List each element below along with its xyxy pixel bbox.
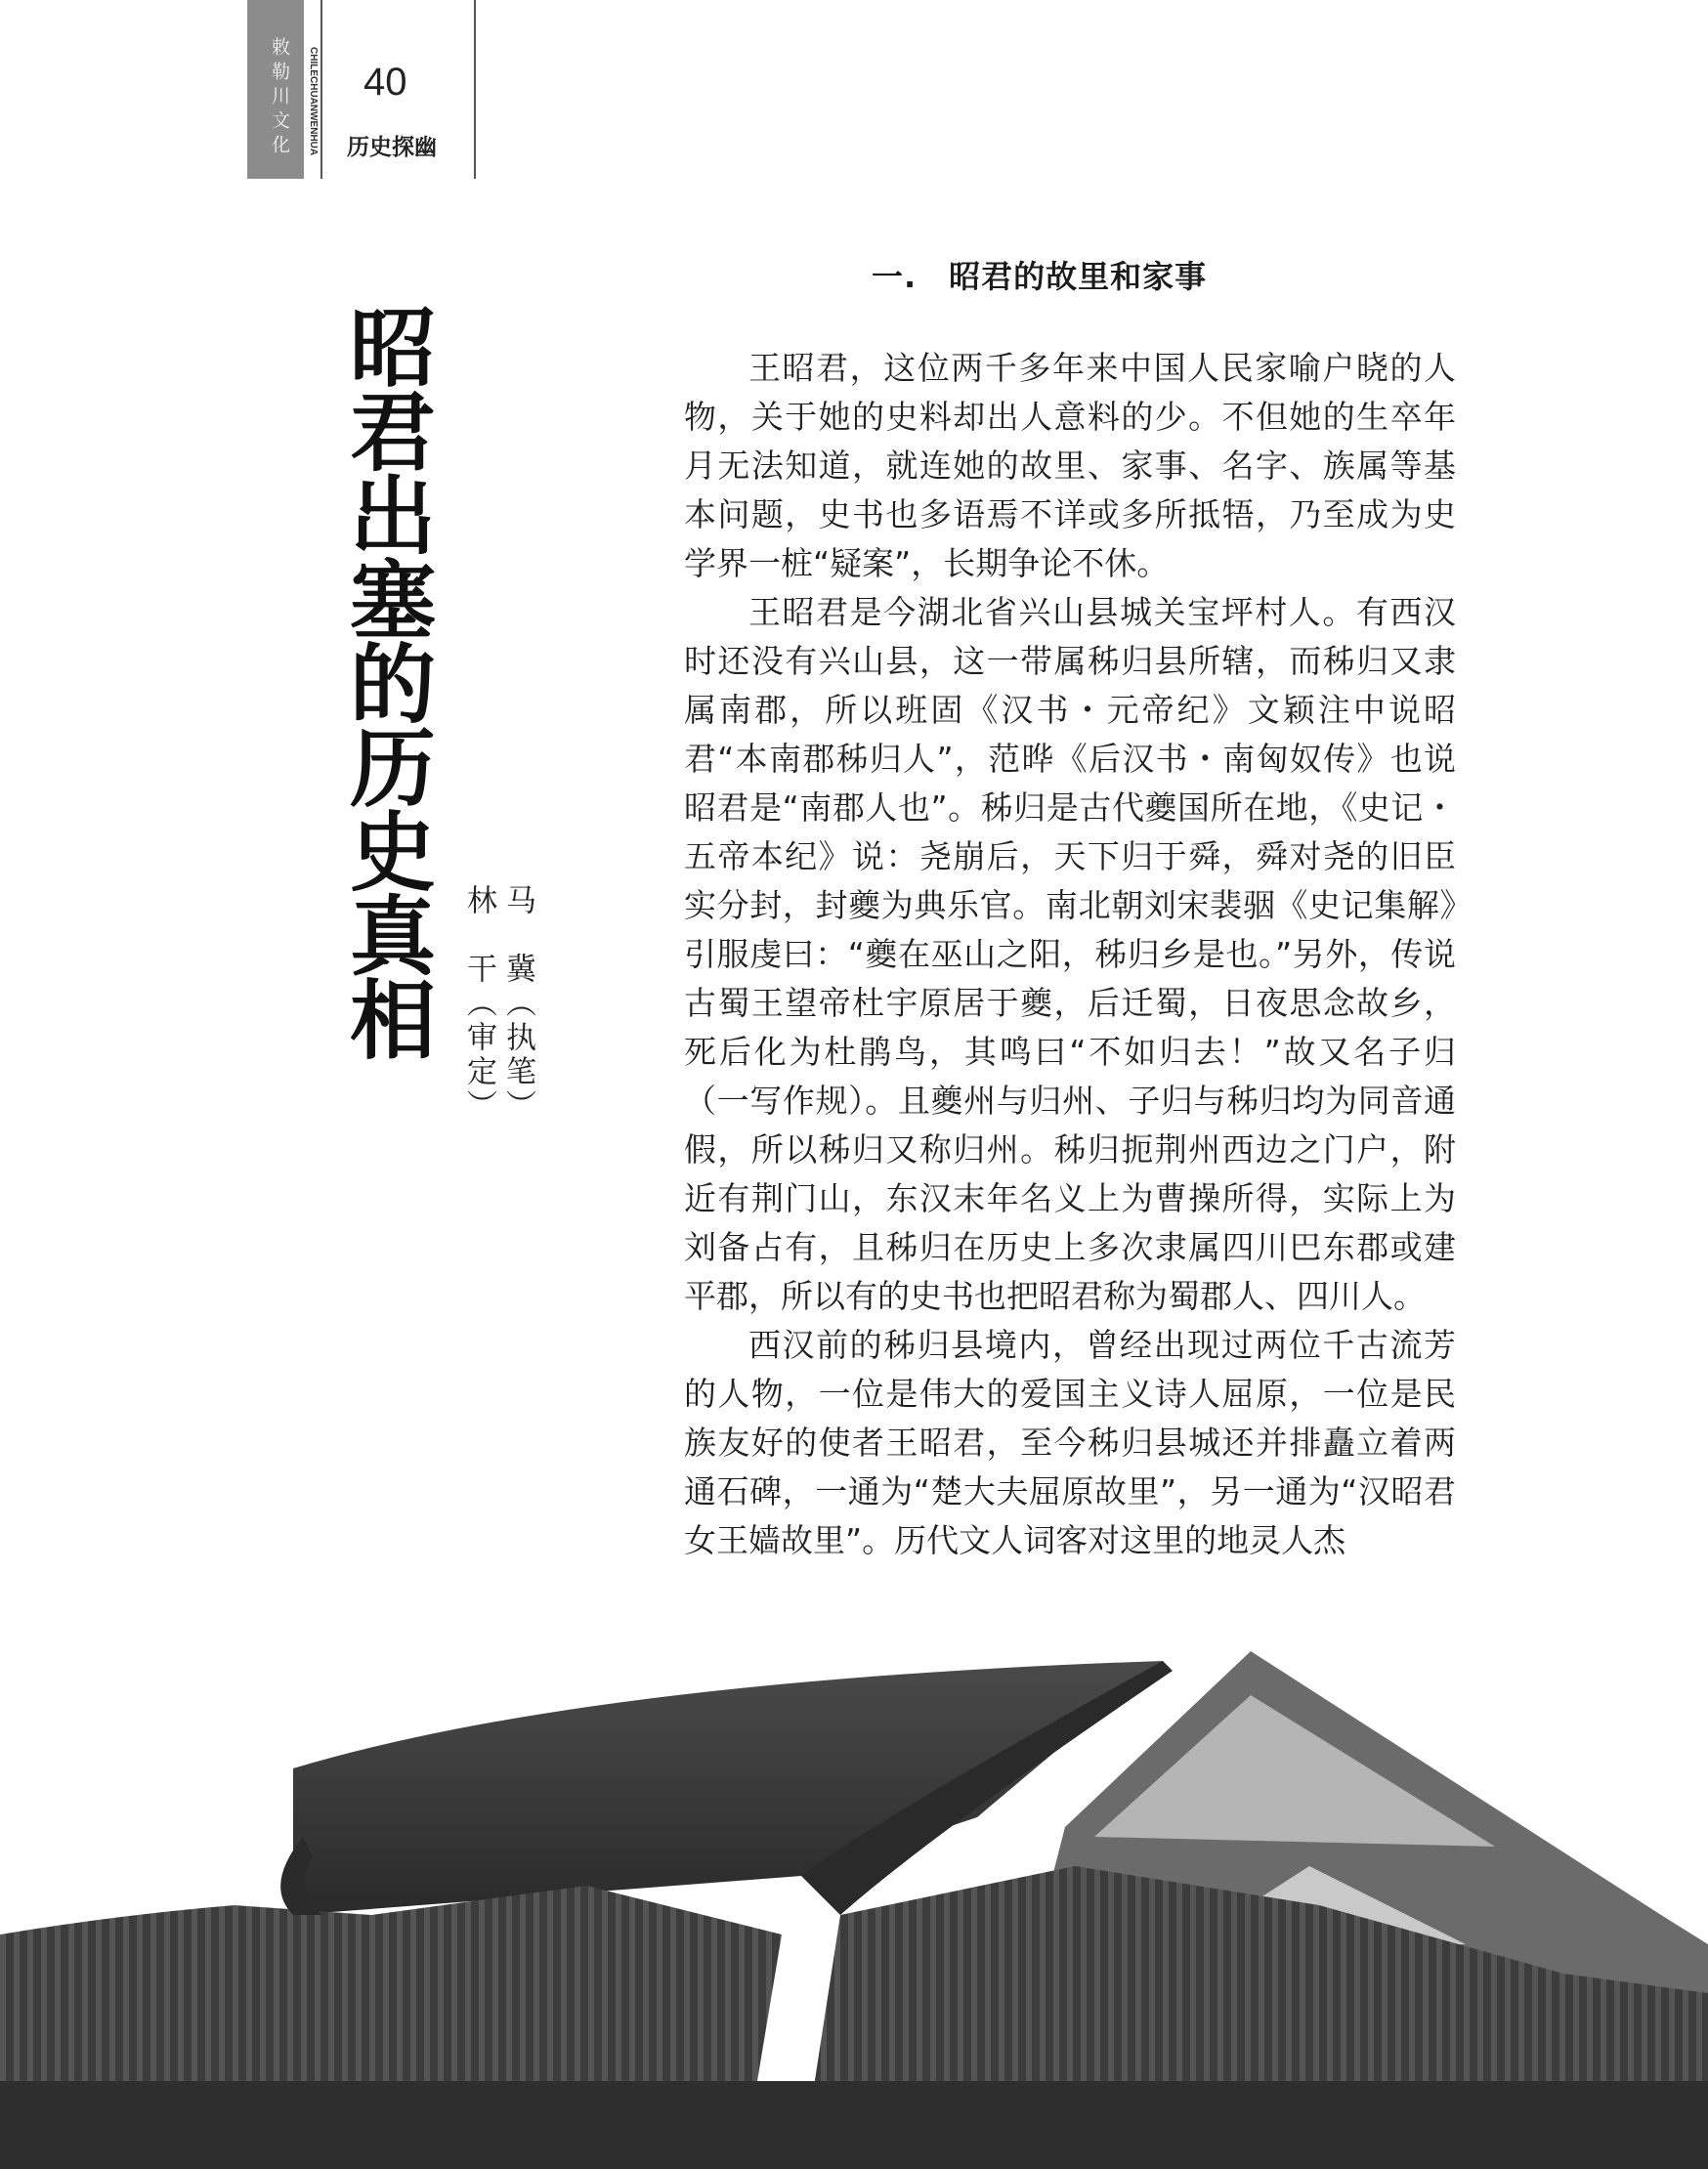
magazine-name-main: 敕勒川 xyxy=(269,37,290,110)
magazine-name xyxy=(260,37,293,159)
page-number: 40 xyxy=(363,61,407,104)
author-2: 林 干（审定） xyxy=(461,884,496,1124)
roof-base xyxy=(0,2081,1708,2169)
magazine-pinyin: CHILECHUANWENHUA xyxy=(308,47,319,156)
author-credits xyxy=(461,884,537,1412)
paragraph: 王昭君是今湖北省兴山县城关宝坪村人。有西汉时还没有兴山县，这一带属秭归县所辖，而秭归又隶属南郡，所以班固《汉书・元帝纪》文颖注中说昭君“本南郡秭归人”，范晔《后汉书・南匈奴传》也说昭君是“南郡人也”。秭归是古代夔国所在地，《史记・五帝本纪》说：尧崩后，天下归于舜，舜对尧的旧臣实分封，封夔为典乐官。南北朝刘宋裴骃《史记集解》引服虔曰：“夔在巫山之阳，秭归乡是也。”另外，传说古蜀王望帝杜宇原居于夔，后迁蜀，日夜思念故乡，死后化为杜鹃鸟，其鸣曰“不如归去！”故又名子归（一写作规）。且夔州与归州、子归与秭归均为同音通假，所以秭归又称归州。秭归扼荆州西边之门户，附近有荆门山，东汉末年名义上为曹操所得，实际上为刘备占有，且秭归在历史上多次隶属四川巴东郡或建平郡，所以有的史书也把昭君称为蜀郡人、四川人。 xyxy=(684,593,1456,1315)
paragraph: 西汉前的秭归县境内，曾经出现过两位千古流芳的人物，一位是伟大的爱国主义诗人屈原，一位是民族友好的使者王昭君，至今秭归县城还并排矗立着两通石碑，一通为“楚大夫屈原故里”，另一通为“汉昭君女王嫱故里”。历代文人词客对这里的地灵人杰 xyxy=(684,1326,1456,1559)
article-body xyxy=(684,344,1456,1565)
paragraph: 王昭君，这位两千多年来中国人民家喻户晓的人物，关于她的史料却出人意料的少。不但她的生卒年月无法知道，就连她的故里、家事、名字、族属等基本问题，史书也多语焉不详或多所抵牾，乃至成为史学界一桩“疑案”，长期争论不休。 xyxy=(684,349,1456,582)
section-heading: 一. 昭君的故里和家事 xyxy=(872,258,1208,295)
header-divider-left xyxy=(320,0,322,179)
magazine-name-sub: 文化 xyxy=(269,110,290,159)
section-name: 历史探幽 xyxy=(347,135,437,160)
author-1: 马 冀（执笔） xyxy=(500,884,535,1124)
article-title: 昭君出塞的历史真相 xyxy=(336,303,437,1059)
header-divider-right xyxy=(474,0,476,179)
palace-roof-illustration xyxy=(0,1622,1708,2169)
